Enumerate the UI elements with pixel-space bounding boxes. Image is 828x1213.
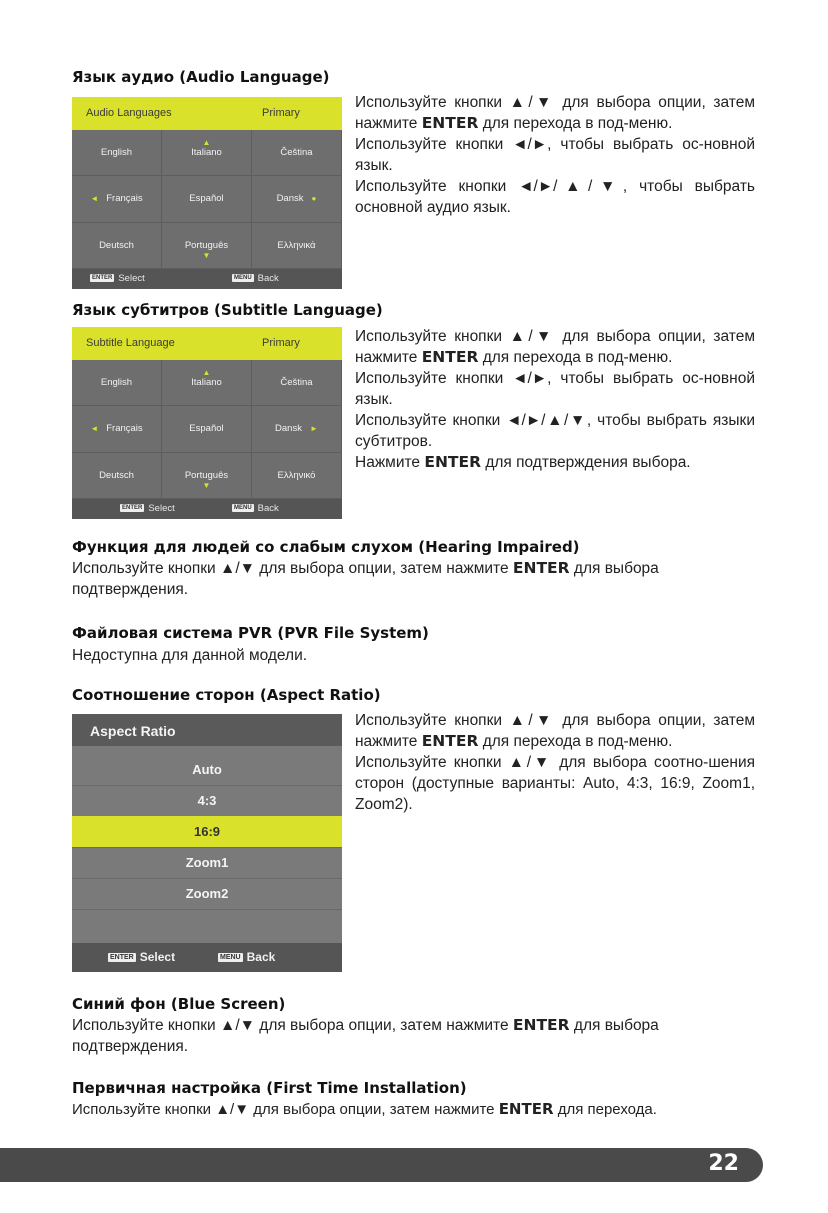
language-cell[interactable]: Español xyxy=(162,406,252,452)
subtitle-language-description: Используйте кнопки ▲/▼ для выбора опции, затем нажмите ENTER для перехода в под-меню. Используйте кнопки ◄/►, чтобы выбрать ос-новной язык. Используйте кнопки ◄/►/▲/▼, чтобы выбрать языки субтитров. Нажмите ENTER для подтверждения выбора. xyxy=(355,328,755,471)
back-label: Back xyxy=(246,950,276,964)
down-arrow-icon: ▼ xyxy=(202,480,211,490)
language-cell[interactable]: Čeština xyxy=(252,360,342,406)
language-grid xyxy=(72,130,342,269)
enter-key-icon: ENTER xyxy=(92,275,113,282)
select-label: Select xyxy=(118,273,145,284)
menu-header xyxy=(72,327,342,360)
audio-language-heading: Язык аудио (Audio Language) xyxy=(72,68,330,86)
aspect-option-selected[interactable]: 16:9 xyxy=(72,816,342,848)
back-label: Back xyxy=(257,503,279,514)
menu-footer xyxy=(72,943,342,972)
menu-mode: Primary xyxy=(262,107,300,119)
pvr-file-system-heading: Файловая система PVR (PVR File System) xyxy=(72,624,429,642)
menu-footer xyxy=(72,269,342,289)
menu-header xyxy=(72,714,342,746)
aspect-option[interactable]: Zoom2 xyxy=(72,878,342,910)
select-label: Select xyxy=(139,950,176,964)
language-grid xyxy=(72,360,342,499)
down-arrow-icon: ▼ xyxy=(202,250,211,260)
language-cell[interactable]: Ελληνικό xyxy=(252,453,342,499)
language-cell[interactable]: ◄ Français xyxy=(72,406,162,452)
language-cell[interactable]: Español xyxy=(162,176,252,222)
menu-title: Aspect Ratio xyxy=(90,723,176,739)
menu-title: Audio Languages xyxy=(86,107,172,119)
aspect-option[interactable]: Zoom1 xyxy=(72,847,342,879)
language-cell[interactable]: ◄ Français xyxy=(72,176,162,222)
pvr-file-system-description: Недоступна для данной модели. xyxy=(72,647,308,664)
menu-footer xyxy=(72,499,342,519)
language-cell[interactable]: Čeština xyxy=(252,130,342,176)
subtitle-language-heading: Язык субтитров (Subtitle Language) xyxy=(72,301,383,319)
aspect-ratio-menu xyxy=(72,714,342,972)
right-arrow-icon: ● xyxy=(311,194,317,204)
back-label: Back xyxy=(257,273,279,284)
up-arrow-icon: ▲ xyxy=(202,138,211,148)
language-cell[interactable]: English xyxy=(72,130,162,176)
language-cell[interactable]: Ελληνικά xyxy=(252,223,342,269)
language-cell[interactable]: Português ▼ xyxy=(162,223,252,269)
language-cell[interactable]: ▲ Italiano xyxy=(162,360,252,406)
language-cell[interactable]: ▲ Italiano xyxy=(162,130,252,176)
hearing-impaired-heading: Функция для людей со слабым слухом (Hearing Impaired) xyxy=(72,538,580,556)
left-arrow-icon: ◄ xyxy=(90,194,99,204)
language-cell[interactable]: Deutsch xyxy=(72,453,162,499)
language-cell[interactable]: Português ▼ xyxy=(162,453,252,499)
audio-language-menu xyxy=(72,97,342,289)
first-time-installation-description: Используйте кнопки ▲/▼ для выбора опции, затем нажмите ENTER для перехода. xyxy=(72,1100,657,1118)
blue-screen-description: Используйте кнопки ▲/▼ для выбора опции, затем нажмите ENTER для выбора подтверждения. xyxy=(72,1016,659,1055)
menu-key-icon: MENU xyxy=(220,954,241,962)
blue-screen-heading: Синий фон (Blue Screen) xyxy=(72,995,286,1013)
language-cell[interactable]: Dansk ► xyxy=(252,406,342,452)
menu-key-icon: MENU xyxy=(234,275,252,282)
audio-language-description: Используйте кнопки ▲/▼ для выбора опции, затем нажмите ENTER для перехода в под-меню. Используйте кнопки ◄/►, чтобы выбрать ос-новной язык. Используйте кнопки ◄/►/▲/▼, чтобы выбрать основной аудио язык. xyxy=(355,94,755,216)
aspect-option[interactable]: 4:3 xyxy=(72,785,342,817)
select-label: Select xyxy=(148,503,175,514)
language-cell[interactable]: English xyxy=(72,360,162,406)
menu-mode: Primary xyxy=(262,337,300,349)
right-arrow-icon: ► xyxy=(309,424,318,434)
left-arrow-icon: ◄ xyxy=(90,424,99,434)
page-footer-bar xyxy=(0,1148,763,1182)
language-cell[interactable]: Deutsch xyxy=(72,223,162,269)
enter-key-icon: ENTER xyxy=(122,505,143,512)
page-number: 22 xyxy=(708,1151,739,1176)
first-time-installation-heading: Первичная настройка (First Time Installation) xyxy=(72,1079,467,1097)
aspect-ratio-description: Используйте кнопки ▲/▼ для выбора опции, затем нажмите ENTER для перехода в под-меню. Используйте кнопки ▲/▼ для выбора соотно-шения сторон (доступные варианты: Auto, 4:3, 16:9, Zoom1, Zoom2). xyxy=(355,712,755,813)
aspect-ratio-heading: Соотношение сторон (Aspect Ratio) xyxy=(72,686,381,704)
hearing-impaired-description: Используйте кнопки ▲/▼ для выбора опции, затем нажмите ENTER для выбора подтверждения. xyxy=(72,559,659,598)
subtitle-language-menu xyxy=(72,327,342,519)
language-cell[interactable]: Dansk ● xyxy=(252,176,342,222)
menu-title: Subtitle Language xyxy=(86,337,175,349)
menu-header xyxy=(72,97,342,130)
menu-key-icon: MENU xyxy=(234,505,252,512)
up-arrow-icon: ▲ xyxy=(202,368,211,378)
enter-key-icon: ENTER xyxy=(110,954,134,962)
aspect-option[interactable]: Auto xyxy=(72,754,342,786)
